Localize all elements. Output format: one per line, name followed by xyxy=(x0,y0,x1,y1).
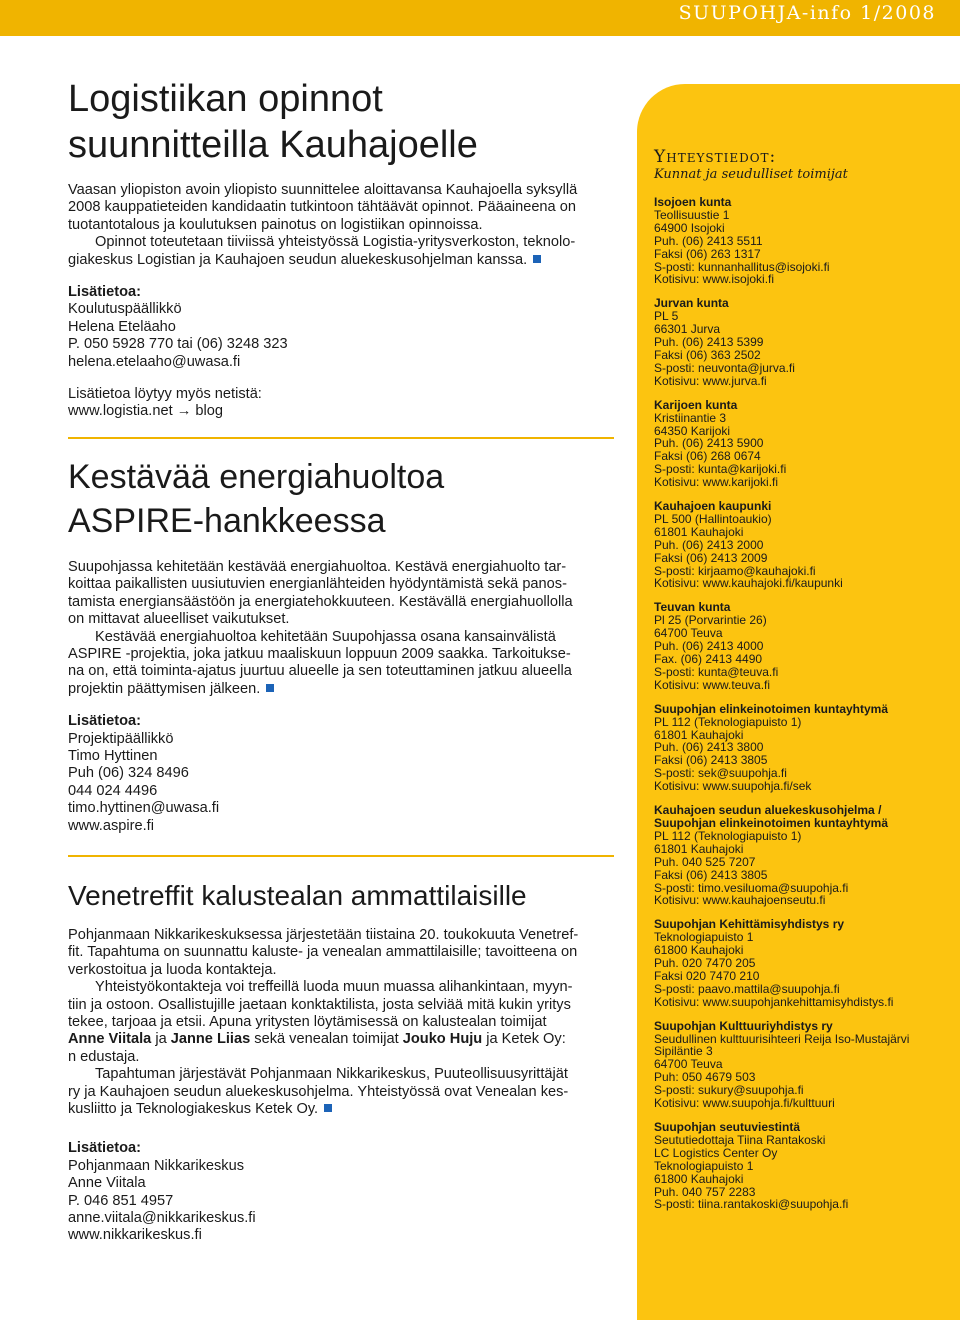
end-marker-icon xyxy=(324,1104,332,1112)
article3-paragraph3 xyxy=(68,1066,614,1118)
text-fragment: ja Ketek Oy: xyxy=(482,1031,566,1048)
text-line: tiin ja ostoon. Osallistujille jaetaan konktaktilista, josta selviää mitä kukin yritys xyxy=(68,996,571,1013)
contact-line: Puh. (06) 2413 5900 xyxy=(654,436,764,451)
contact-line: 64350 Karijoki xyxy=(654,423,731,438)
text-line: projektin päättymisen jälkeen. xyxy=(68,680,261,697)
contact-line: PL 112 (Teknologiapuisto 1) xyxy=(654,828,802,843)
web-link[interactable]: www.aspire.fi xyxy=(68,817,154,834)
contact-email[interactable]: S-posti: sek@suupohja.fi xyxy=(654,766,787,781)
contacts-sidebar-content xyxy=(654,148,954,1222)
contact-line: Sipiläntie 3 xyxy=(654,1044,713,1059)
contact-line: Seututiedottaja Tiina Rantakoski xyxy=(654,1132,826,1147)
text-line: Opinnot toteutetaan tiiviissä yhteistyössä Logistia-yritysverkoston, teknolo- xyxy=(95,234,576,251)
web-link[interactable]: www.logistia.net xyxy=(68,403,173,420)
contact-block xyxy=(654,399,954,489)
info-line: Pohjanmaan Nikkarikeskus xyxy=(68,1157,245,1174)
article1-paragraph2 xyxy=(68,234,614,269)
contact-name: Jurvan kunta xyxy=(654,296,729,311)
contact-line: Faksi (06) 2413 2009 xyxy=(654,550,768,565)
arrow-right-icon: → xyxy=(176,403,192,420)
contact-line: Puh. (06) 2413 3800 xyxy=(654,740,764,755)
article2-contact-info xyxy=(68,713,614,835)
text-fragment: sekä venealan toimijat xyxy=(250,1031,403,1048)
contact-block xyxy=(654,918,954,1008)
contact-name: Karijoen kunta xyxy=(654,397,738,412)
contact-block xyxy=(654,196,954,286)
contact-line: Puh. 040 757 2283 xyxy=(654,1184,756,1199)
text-line: Yhteistyökontakteja voi treffeillä luoda muun muassa alihankintaan, myyn- xyxy=(95,979,573,996)
contact-block xyxy=(654,601,954,691)
contact-line: Puh. (06) 2413 5511 xyxy=(654,233,763,248)
contact-line: Puh. (06) 2413 4000 xyxy=(654,639,764,654)
contact-block xyxy=(654,804,954,907)
text-line: tamista energiansäästöön ja energiatehokkuuteen. Kestävällä energiahuollolla xyxy=(68,593,573,610)
text-line: ASPIRE -projektia, joka jatkuu maaliskuun loppuun 2009 saakka. Tarkoitukse- xyxy=(68,645,571,662)
contact-line: 64700 Teuva xyxy=(654,626,723,641)
contact-email[interactable]: S-posti: kunta@karijoki.fi xyxy=(654,462,787,477)
contacts-list xyxy=(654,196,954,1211)
page-header-band xyxy=(0,0,960,36)
contact-website[interactable]: Kotisivu: www.kauhajoki.fi/kaupunki xyxy=(654,576,843,591)
article2-paragraph2 xyxy=(68,629,614,699)
article1-title-line2: suunnitteilla Kauhajoelle xyxy=(68,124,478,166)
sidebar-subtitle: Kunnat ja seudulliset toimijat xyxy=(654,167,848,182)
contact-email[interactable]: S-posti: kunnanhallitus@isojoki.fi xyxy=(654,259,830,274)
info-line: P. 046 851 4957 xyxy=(68,1192,174,1209)
contact-email[interactable]: S-posti: kunta@teuva.fi xyxy=(654,664,779,679)
contact-line: 61801 Kauhajoki xyxy=(654,841,744,856)
contact-name: Suupohjan Kehittämisyhdistys ry xyxy=(654,917,845,932)
contact-name: Suupohjan seutuviestintä xyxy=(654,1120,801,1134)
contact-name: Suupohjan elinkeinotoimen kuntayhtymä xyxy=(654,701,889,716)
info-label: Lisätietoa: xyxy=(68,713,141,730)
contact-website[interactable]: Kotisivu: www.karijoki.fi xyxy=(654,475,779,490)
contact-line: 61800 Kauhajoki xyxy=(654,1171,744,1186)
contact-line: Faksi (06) 363 2502 xyxy=(654,347,761,362)
text-line: tekee, tarjoaa ja etsii. Apuna yritysten löytämisessä on kalustealan toimijat xyxy=(68,1014,547,1030)
contact-email[interactable]: S-posti: tiina.rantakoski@suupohja.fi xyxy=(654,1197,849,1212)
article3-title: Venetreffit kalustealan ammattilaisille xyxy=(68,879,527,911)
contact-line: 64700 Teuva xyxy=(654,1057,723,1072)
article2-title-line2: ASPIRE-hankkeessa xyxy=(68,501,386,540)
contact-name: Teuvan kunta xyxy=(654,600,731,615)
contact-line: Faksi (06) 2413 3805 xyxy=(654,753,768,768)
info-line: Helena Eteläaho xyxy=(68,318,176,335)
web-link[interactable]: www.nikkarikeskus.fi xyxy=(68,1227,202,1244)
text-line: verkostoitua ja luoda kontakteja. xyxy=(68,961,277,978)
contact-name: Isojoen kunta xyxy=(654,195,732,209)
contact-block xyxy=(654,1020,954,1110)
main-column xyxy=(68,76,614,1245)
article1-paragraph1 xyxy=(68,182,614,234)
contact-line: Teknologiapuisto 1 xyxy=(654,930,754,945)
contact-line: Faksi (06) 2413 3805 xyxy=(654,867,768,882)
name-jouko-huju: Jouko Huju xyxy=(402,1031,483,1048)
contact-name: Suupohjan elinkeinotoimen kuntayhtymä xyxy=(654,815,889,830)
text-line: 2008 kauppatieteiden kandidaatin tutkintoon tähtäävät opinnot. Pääaineena on xyxy=(68,199,576,216)
name-anne-viitala: Anne Viitala xyxy=(68,1031,152,1048)
contacts-sidebar xyxy=(637,84,960,1320)
contact-email[interactable]: S-posti: neuvonta@jurva.fi xyxy=(654,360,795,375)
article1-title-line1: Logistiikan opinnot xyxy=(68,78,383,120)
contact-line: Seudullinen kulttuurisihteeri Reija Iso-Mustajärvi xyxy=(654,1031,910,1046)
contact-line: 61800 Kauhajoki xyxy=(654,943,744,958)
email-link[interactable]: helena.etelaaho@uwasa.fi xyxy=(68,353,241,370)
contact-block xyxy=(654,500,954,590)
contact-line: 66301 Jurva xyxy=(654,322,721,337)
name-janne-liias: Janne Liias xyxy=(170,1031,251,1048)
article2-paragraph1 xyxy=(68,559,614,629)
email-link[interactable]: anne.viitala@nikkarikeskus.fi xyxy=(68,1210,256,1227)
info-label: Lisätietoa: xyxy=(68,284,141,301)
end-marker-icon xyxy=(533,255,541,263)
contact-block xyxy=(654,1121,954,1211)
text-line: Vaasan yliopiston avoin yliopisto suunnittelee aloittavansa Kauhajoella syksyllä xyxy=(68,182,578,198)
contact-line: Puh. (06) 2413 2000 xyxy=(654,537,764,552)
article1-web-info xyxy=(68,386,614,421)
text-line: fit. Tapahtuma on suunnattu kaluste- ja venealan ammattilaisille; tavoitteena on xyxy=(68,944,578,961)
text-line: on mittavat alueelliset vaikutukset. xyxy=(68,611,290,628)
contact-line: Pl 25 (Porvarintie 26) xyxy=(654,613,767,628)
contact-email[interactable]: S-posti: sukury@suupohja.fi xyxy=(654,1083,804,1098)
contact-website[interactable]: Kotisivu: www.kauhajoenseutu.fi xyxy=(654,893,826,908)
contact-website[interactable]: Kotisivu: www.suupohja.fi/sek xyxy=(654,779,812,794)
contact-name: Kauhajoen seudun aluekeskusohjelma / xyxy=(654,803,882,818)
article2-title-line1: Kestävää energiahuoltoa xyxy=(68,457,445,496)
contact-line: Fax. (06) 2413 4490 xyxy=(654,652,763,666)
text-line: Suupohjassa kehitetään kestävää energiahuoltoa. Kestävä energiahuolto tar- xyxy=(68,558,567,575)
contact-line: Puh. 040 525 7207 xyxy=(654,854,756,869)
contact-line: Puh: 050 4679 503 xyxy=(654,1070,756,1085)
contact-line: Teknologiapuisto 1 xyxy=(654,1158,754,1173)
text-line: n edustaja. xyxy=(68,1048,140,1065)
contact-line: PL 5 xyxy=(654,309,679,324)
contact-line: Faksi (06) 268 0674 xyxy=(654,449,761,464)
text-line: koittaa paikallisten uusiutuvien energianlähteiden hyödyntämistä sekä panos- xyxy=(68,576,567,593)
contact-line: 64900 Isojoki xyxy=(654,220,725,235)
info-line: Timo Hyttinen xyxy=(68,747,158,764)
sidebar-title: Yhteystiedot: xyxy=(654,147,777,167)
contact-website[interactable]: Kotisivu: www.jurva.fi xyxy=(654,373,767,388)
text-line: giakeskus Logistian ja Kauhajoen seudun aluekeskusohjelman kanssa. xyxy=(68,251,528,268)
contact-line: Faksi 020 7470 210 xyxy=(654,968,760,983)
contact-line: PL 112 (Teknologiapuisto 1) xyxy=(654,714,802,729)
text-line: Kestävää energiahuoltoa kehitetään Suupohjassa osana kansainvälistä xyxy=(95,628,556,645)
contact-block xyxy=(654,297,954,387)
text-line: na on, että toiminta-ajatus juurtuu alueelle ja sen toteuttaminen jatkuu alueella xyxy=(68,663,572,680)
web-link-target: blog xyxy=(195,403,223,420)
info-label: Lisätietoa: xyxy=(68,1140,141,1157)
article1-title xyxy=(68,76,614,168)
contact-line: Faksi (06) 263 1317 xyxy=(654,246,761,261)
contact-email[interactable]: S-posti: timo.vesiluoma@suupohja.fi xyxy=(654,880,849,895)
info-line: 044 024 4496 xyxy=(68,782,158,799)
text-line: Pohjanmaan Nikkarikeskuksessa järjestetään tiistaina 20. toukokuuta Venetref- xyxy=(68,926,579,943)
contact-line: PL 500 (Hallintoaukio) xyxy=(654,511,772,526)
contact-line: 61801 Kauhajoki xyxy=(654,524,744,539)
contact-website[interactable]: Kotisivu: www.isojoki.fi xyxy=(654,272,775,287)
info-line: P. 050 5928 770 tai (06) 3248 323 xyxy=(68,336,288,353)
info-line: Projektipäällikkö xyxy=(68,730,174,747)
contact-website[interactable]: Kotisivu: www.suupohja.fi/kulttuuri xyxy=(654,1096,835,1111)
info-line: Lisätietoa löytyy myös netistä: xyxy=(68,386,262,403)
text-line: tuotantotalous ja koulutuksen painotus on logistiikan opinnoissa. xyxy=(68,216,483,233)
contact-line: 61801 Kauhajoki xyxy=(654,727,744,742)
contact-website[interactable]: Kotisivu: www.suupohjankehittamisyhdistys.fi xyxy=(654,994,894,1009)
text-line: ry ja Kauhajoen seudun aluekeskusohjelma. Yhteistyössä ovat Venealan kes- xyxy=(68,1083,569,1100)
publication-title: SUUPOHJA-info 1/2008 xyxy=(678,2,936,24)
info-line: Puh (06) 324 8496 xyxy=(68,765,189,782)
contact-block xyxy=(654,703,954,793)
contact-line: Puh. 020 7470 205 xyxy=(654,956,756,971)
contact-name: Kauhajoen kaupunki xyxy=(654,499,772,514)
text-line: kusliitto ja Teknologiakeskus Ketek Oy. xyxy=(68,1101,319,1118)
info-line: Koulutuspäällikkö xyxy=(68,301,182,318)
info-line: Anne Viitala xyxy=(68,1175,146,1192)
contact-email[interactable]: S-posti: paavo.mattila@suupohja.fi xyxy=(654,981,840,996)
contact-email[interactable]: S-posti: kirjaamo@kauhajoki.fi xyxy=(654,563,816,578)
text-fragment: ja xyxy=(151,1031,171,1048)
text-line: Tapahtuman järjestävät Pohjanmaan Nikkarikeskus, Puuteollisuusyrittäjät xyxy=(95,1066,568,1083)
contact-website[interactable]: Kotisivu: www.teuva.fi xyxy=(654,677,771,692)
contact-line: Teollisuustie 1 xyxy=(654,207,730,222)
contact-name: Suupohjan Kulttuuriyhdistys ry xyxy=(654,1018,833,1033)
contact-line: Puh. (06) 2413 5399 xyxy=(654,335,764,350)
email-link[interactable]: timo.hyttinen@uwasa.fi xyxy=(68,800,220,817)
contact-line: Kristiinantie 3 xyxy=(654,410,727,425)
end-marker-icon xyxy=(266,684,274,692)
article3-paragraph2 xyxy=(68,979,614,1066)
article3-paragraph1 xyxy=(68,927,614,979)
article3-contact-info xyxy=(68,1140,614,1244)
contact-line: LC Logistics Center Oy xyxy=(654,1145,778,1160)
article2-title xyxy=(68,455,614,543)
article1-contact-info xyxy=(68,284,614,371)
